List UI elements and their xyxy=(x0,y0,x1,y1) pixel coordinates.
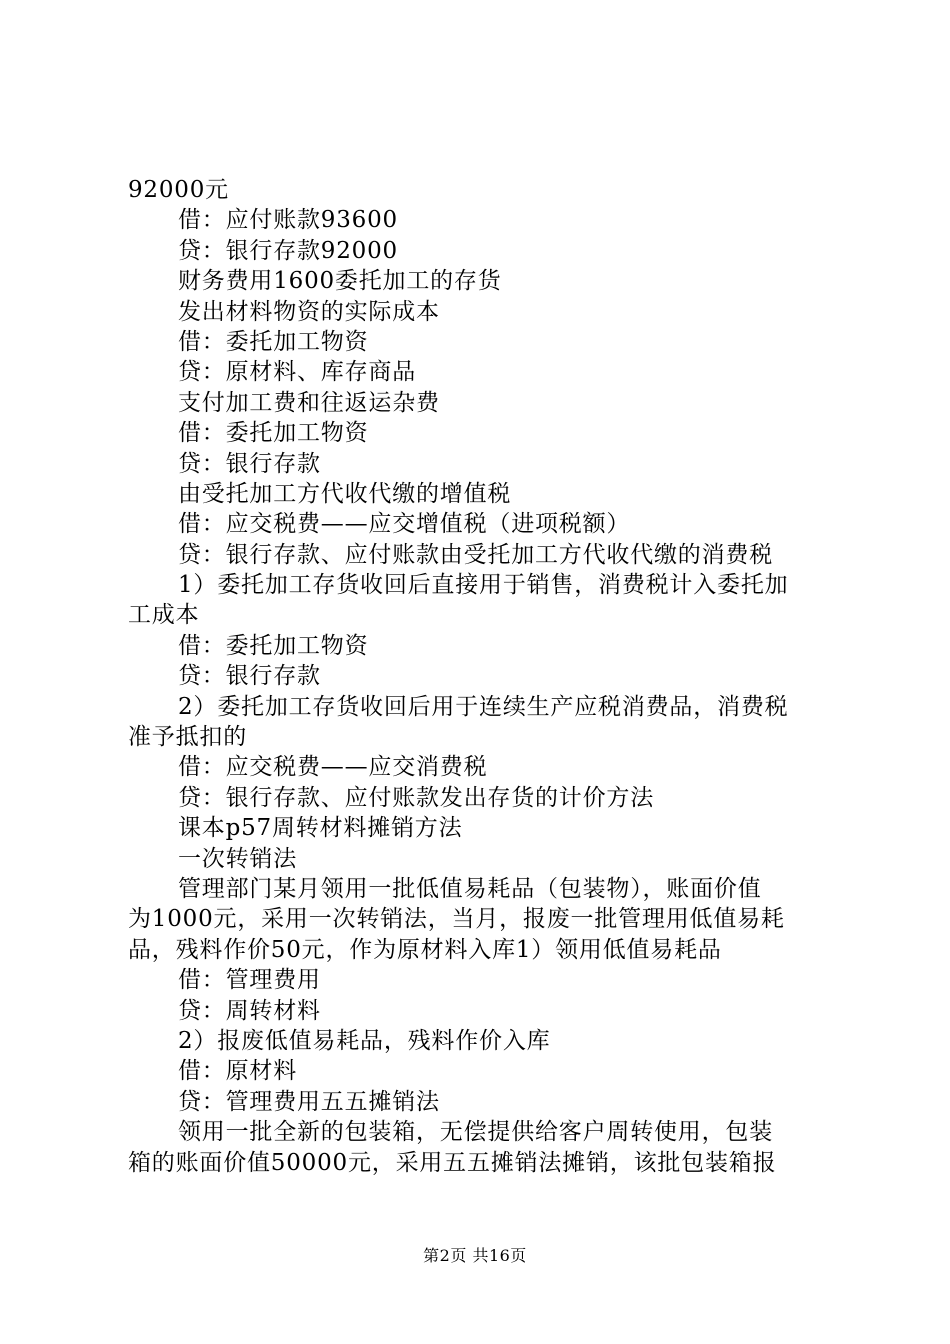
text-line: 为1000元，采用一次转销法，当月，报废一批管理用低值易耗 xyxy=(128,906,785,933)
text-line: 一次转销法 xyxy=(178,845,297,872)
text-line: 贷：原材料、库存商品 xyxy=(178,359,416,386)
text-line: 贷：银行存款、应付账款由受托加工方代收代缴的消费税 xyxy=(178,541,773,568)
text-line: 借：委托加工物资 xyxy=(178,328,369,355)
text-line: 发出材料物资的实际成本 xyxy=(178,298,440,325)
text-line: 准予抵扣的 xyxy=(128,724,247,751)
text-line: 品，残料作价50元，作为原材料入库1）领用低值易耗品 xyxy=(128,936,722,963)
text-line: 贷：周转材料 xyxy=(178,997,321,1024)
text-line: 借：应交税费——应交增值税（进项税额） xyxy=(178,511,631,538)
text-line: 借：应交税费——应交消费税 xyxy=(178,754,488,781)
text-line: 支付加工费和往返运杂费 xyxy=(178,389,440,416)
text-line: 2）报废低值易耗品，残料作价入库 xyxy=(178,1027,551,1054)
text-line: 贷：银行存款、应付账款发出存货的计价方法 xyxy=(178,784,654,811)
text-line: 贷：银行存款92000 xyxy=(178,237,398,264)
text-line: 贷：银行存款 xyxy=(178,663,321,690)
text-line: 课本p57周转材料摊销方法 xyxy=(178,815,463,842)
document-body xyxy=(128,175,833,1178)
text-line: 1）委托加工存货收回后直接用于销售，消费税计入委托加 xyxy=(178,572,789,599)
text-line: 箱的账面价值50000元，采用五五摊销法摊销，该批包装箱报 xyxy=(128,1149,777,1176)
text-line: 2）委托加工存货收回后用于连续生产应税消费品，消费税 xyxy=(178,693,789,720)
page-footer: 第2页 共16页 xyxy=(423,1246,527,1265)
text-line: 贷：管理费用五五摊销法 xyxy=(178,1088,440,1115)
text-line: 92000元 xyxy=(128,177,229,203)
text-line: 贷：银行存款 xyxy=(178,450,321,477)
text-line: 借：应付账款93600 xyxy=(178,207,398,234)
text-line: 借：委托加工物资 xyxy=(178,420,369,447)
text-line: 借：委托加工物资 xyxy=(178,632,369,659)
text-line: 领用一批全新的包装箱，无偿提供给客户周转使用，包装 xyxy=(178,1119,773,1146)
text-line: 工成本 xyxy=(128,602,200,629)
text-line: 由受托加工方代收代缴的增值税 xyxy=(178,480,512,507)
text-line: 借：管理费用 xyxy=(178,967,321,994)
text-line: 借：原材料 xyxy=(178,1058,297,1085)
text-line: 管理部门某月领用一批低值易耗品（包装物），账面价值 xyxy=(178,875,762,902)
text-line: 财务费用1600委托加工的存货 xyxy=(178,268,502,295)
